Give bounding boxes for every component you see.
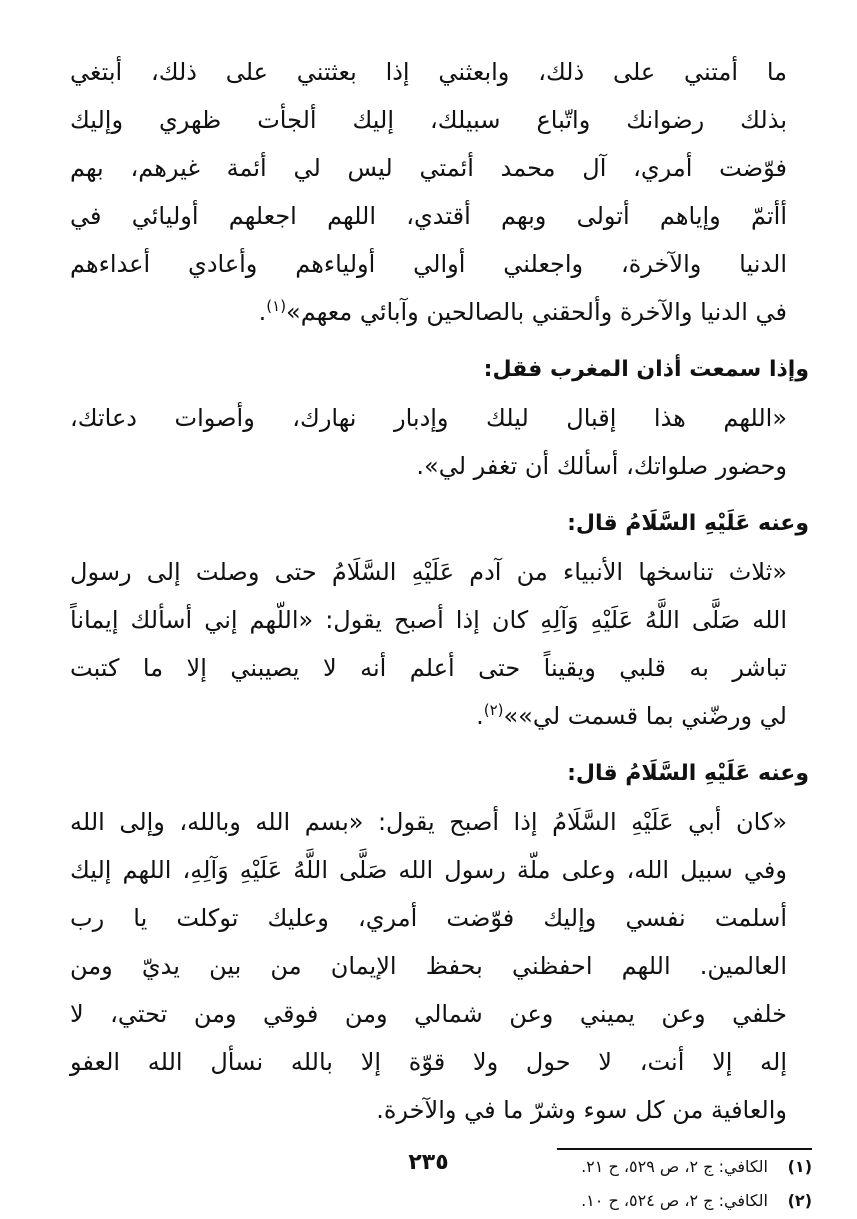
text-fragment: لي ورضّني بما قسمت لي»» bbox=[503, 702, 787, 730]
footnote-text: الكافي: ج ٢، ص ٥٢٤، ح ١٠. bbox=[581, 1191, 768, 1210]
text-line bbox=[70, 288, 787, 336]
text-line: إله إلا أنت، لا حول ولا قوّة إلا بالله نسأل الله العفو bbox=[70, 1048, 787, 1076]
text-line: أأتمّ وإياهم أتولى وبهم أقتدي، اللهم اجعلهم أوليائي في bbox=[70, 202, 787, 230]
footnote-number: (١) bbox=[787, 1157, 812, 1176]
sentence-end: . bbox=[258, 298, 267, 326]
text-line: الدنيا والآخرة، واجعلني أوالي أولياءهم وأعادي أعداءهم bbox=[70, 250, 787, 278]
text-line: أسلمت نفسي وإليك فوّضت أمري، وعليك توكلت يا رب bbox=[70, 904, 787, 932]
text-fragment: في الدنيا والآخرة وألحقني بالصالحين وآبائي معهم» bbox=[286, 298, 787, 326]
text-line: خلفي وعن يميني وعن شمالي ومن فوقي ومن تحتي، لا bbox=[70, 1000, 787, 1028]
footnote-item bbox=[70, 1184, 812, 1218]
section-heading: وعنه عَلَيْهِ السَّلَامُ قال: bbox=[567, 761, 809, 786]
text-line: «اللهم هذا إقبال ليلك وإدبار نهارك، وأصوات دعاتك، bbox=[70, 404, 787, 432]
footnote-text: الكافي: ج ٢، ص ٥٢٩، ح ٢١. bbox=[581, 1157, 768, 1176]
text-line: والعافية من كل سوء وشرّ ما في والآخرة. bbox=[376, 1096, 787, 1124]
text-line: فوّضت أمري، آل محمد أئمتي ليس لي أئمة غيرهم، بهم bbox=[70, 154, 787, 182]
text-line: «ثلاث تناسخها الأنبياء من آدم عَلَيْهِ السَّلَامُ حتى وصلت إلى رسول bbox=[70, 558, 787, 586]
text-line: ما أمتني على ذلك، وابعثني إذا بعثتني على ذلك، أبتغي bbox=[70, 58, 787, 86]
text-line: تباشر به قلبي ويقيناً حتى أعلم أنه لا يصيبني إلا ما كتبت bbox=[70, 654, 787, 682]
sentence-end: . bbox=[476, 702, 484, 730]
page-number: ٢٣٥ bbox=[408, 1150, 449, 1175]
book-page bbox=[70, 48, 812, 1219]
text-line: العالمين. اللهم احفظني بحفظ الإيمان من بين يديّ ومن bbox=[70, 952, 787, 980]
paragraph-3 bbox=[70, 548, 787, 740]
footnote-reference[interactable]: (١) bbox=[266, 297, 287, 315]
paragraph-1 bbox=[70, 48, 787, 336]
text-line: وفي سبيل الله، وعلى ملّة رسول الله صَلَّى اللَّهُ عَلَيْهِ وَآلِهِ، اللهم إليك bbox=[70, 856, 787, 884]
text-line: «كان أبي عَلَيْهِ السَّلَامُ إذا أصبح يقول: «بسم الله وبالله، وإلى الله bbox=[70, 808, 787, 836]
text-line bbox=[70, 692, 787, 740]
footnote-reference[interactable]: (٢) bbox=[483, 701, 504, 719]
text-line: بذلك رضوانك واتّباع سبيلك، إليك ألجأت ظهري وإليك bbox=[70, 106, 787, 134]
text-line: وحضور صلواتك، أسألك أن تغفر لي». bbox=[416, 452, 787, 480]
paragraph-2 bbox=[70, 394, 787, 490]
section-heading: وإذا سمعت أذان المغرب فقل: bbox=[483, 357, 809, 382]
section-heading: وعنه عَلَيْهِ السَّلَامُ قال: bbox=[567, 511, 809, 536]
text-line: الله صَلَّى اللَّهُ عَلَيْهِ وَآلِهِ كان إذا أصبح يقول: «اللّهم إني أسألك إيماناً bbox=[70, 606, 787, 634]
paragraph-4 bbox=[70, 798, 787, 1134]
footnote-number: (٢) bbox=[787, 1191, 812, 1210]
